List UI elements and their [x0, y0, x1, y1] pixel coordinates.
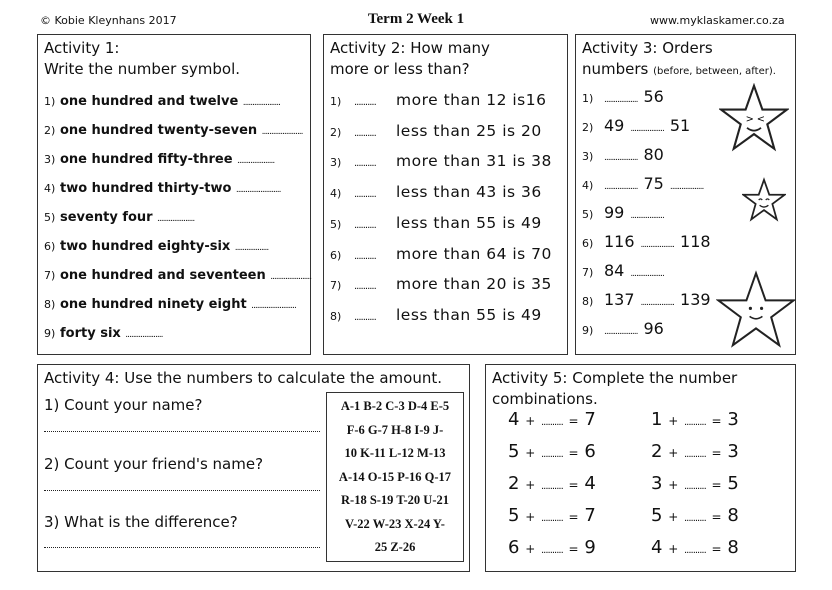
- number-value: 96: [643, 319, 664, 338]
- list-item: [44, 93, 280, 109]
- answer-blank[interactable]: ....................: [242, 98, 280, 108]
- item-words: two hundred eighty-six: [60, 239, 231, 254]
- letter-value-table: [326, 392, 464, 562]
- item-text: less than 25 is 20: [396, 121, 542, 140]
- activity2-title: Activity 2: How many: [330, 39, 490, 57]
- item-number: 4): [582, 179, 594, 192]
- item-number: 2): [44, 124, 56, 137]
- item-number: 7): [44, 269, 56, 282]
- sum: 6: [584, 441, 596, 462]
- item-words: one hundred ninety eight: [60, 297, 247, 312]
- answer-blank[interactable]: ..........: [540, 417, 563, 428]
- list-item: [330, 91, 546, 109]
- list-item: [330, 245, 552, 263]
- addend: 3: [651, 473, 663, 494]
- item-text: less than 55 is 49: [396, 213, 542, 232]
- sum: 8: [727, 505, 739, 526]
- list-item: [582, 232, 717, 251]
- combination-row: [508, 537, 596, 558]
- activity5-instruction: combinations.: [492, 390, 598, 408]
- list-item: [330, 275, 552, 293]
- addend: 5: [508, 441, 520, 462]
- answer-blank[interactable]: ......................: [270, 272, 312, 282]
- list-item: [582, 87, 676, 106]
- activity3-box: [575, 34, 796, 355]
- combination-row: [651, 537, 739, 558]
- plus-sign: +: [668, 510, 679, 524]
- addend: 4: [651, 537, 663, 558]
- list-item: [582, 261, 676, 280]
- sum: 4: [584, 473, 596, 494]
- answer-blank[interactable]: ..........: [540, 513, 563, 524]
- answer-blank[interactable]: ..................: [604, 327, 638, 337]
- list-item: [44, 238, 268, 254]
- combination-row: [508, 441, 596, 462]
- letter-row: A-1 B-2 C-3 D-4 E-5: [340, 399, 450, 413]
- list-item: [582, 203, 676, 222]
- sum: 7: [584, 409, 596, 430]
- activity5-title: Activity 5: Complete the number: [492, 369, 738, 387]
- item-text: more than 64 is 70: [396, 244, 552, 263]
- item-number: 1): [582, 92, 594, 105]
- activity1-box: [37, 34, 311, 355]
- item-text: less than 55 is 49: [396, 305, 542, 324]
- sum: 3: [727, 441, 739, 462]
- equals-sign: =: [568, 414, 579, 428]
- list-item: [44, 180, 281, 196]
- list-item: [44, 151, 274, 167]
- plus-sign: +: [525, 414, 536, 428]
- letter-row: A-14 O-15 P-16 Q-17: [338, 469, 452, 484]
- activity3-instruction-note: (before, between, after).: [653, 66, 776, 77]
- item-number: 8): [44, 298, 56, 311]
- answer-blank[interactable]: ..........: [683, 481, 706, 492]
- list-item: [330, 214, 542, 232]
- answer-blank[interactable]: ..........: [354, 311, 376, 323]
- activity4-question3: 3) What is the difference?: [44, 513, 238, 531]
- item-number: 6): [330, 248, 342, 262]
- equals-sign: =: [568, 478, 579, 492]
- activity4-title: Activity 4: Use the numbers to calculate the amount.: [44, 369, 442, 387]
- plus-sign: +: [668, 414, 679, 428]
- activity3-title: Activity 3: Orders: [582, 39, 713, 57]
- item-number: 1): [330, 95, 342, 108]
- activity3-instruction: [582, 59, 776, 82]
- addend: 2: [508, 473, 520, 494]
- list-item: [44, 122, 303, 138]
- activity4-answer1-line[interactable]: [44, 431, 320, 432]
- number-value: 80: [643, 145, 664, 164]
- list-item: [330, 183, 542, 201]
- combination-row: [651, 473, 739, 494]
- activity4-question2: 2) Count your friend's name?: [44, 455, 264, 473]
- list-item: [44, 296, 296, 312]
- equals-sign: =: [711, 446, 722, 460]
- number-value: 137: [604, 290, 635, 309]
- number-value: 75: [643, 174, 664, 193]
- item-text: more than 31 is 38: [396, 152, 552, 171]
- number-value: 139: [680, 290, 711, 309]
- answer-blank[interactable]: ..................: [604, 182, 638, 192]
- addend: 4: [508, 409, 520, 430]
- letter-row: F-6 G-7 H-8 I-9 J-: [346, 422, 444, 437]
- item-number: 9): [582, 324, 594, 337]
- item-words: one hundred and twelve: [60, 94, 239, 109]
- answer-blank[interactable]: ..................: [640, 298, 675, 308]
- activity4-question1: 1) Count your name?: [44, 396, 203, 414]
- activity2-box: [323, 34, 568, 355]
- letter-row: 25 Z-26: [374, 540, 416, 554]
- item-number: 3): [44, 153, 56, 166]
- item-text: more than 12 is16: [396, 91, 547, 109]
- answer-blank[interactable]: ..................: [640, 240, 675, 250]
- answer-blank[interactable]: ..........: [683, 449, 706, 460]
- letter-row: 10 K-11 L-12 M-13: [344, 446, 446, 460]
- list-item: [582, 174, 709, 193]
- answer-blank[interactable]: ..........: [540, 449, 563, 460]
- answer-blank[interactable]: ..........: [354, 281, 376, 293]
- item-words: forty six: [60, 326, 121, 341]
- addend: 6: [508, 537, 520, 558]
- star-face-icon: [716, 267, 796, 353]
- item-number: 5): [582, 208, 594, 221]
- combination-row: [651, 409, 739, 430]
- addend: 5: [508, 505, 520, 526]
- letter-row: R-18 S-19 T-20 U-21: [341, 493, 449, 507]
- equals-sign: =: [568, 510, 579, 524]
- item-number: 1): [44, 95, 56, 108]
- number-value: 56: [643, 87, 664, 106]
- number-value: 51: [669, 116, 691, 135]
- answer-blank[interactable]: ..........: [354, 158, 376, 170]
- sum: 8: [727, 537, 739, 558]
- item-words: seventy four: [60, 210, 153, 225]
- answer-blank[interactable]: ..........: [683, 545, 706, 556]
- answer-blank[interactable]: ....................: [125, 330, 163, 340]
- answer-blank[interactable]: ..................: [630, 211, 664, 221]
- activity1-instruction: Write the number symbol.: [44, 60, 241, 78]
- equals-sign: =: [711, 414, 722, 428]
- list-item: [330, 306, 542, 324]
- answer-blank[interactable]: ..................: [630, 124, 664, 134]
- answer-blank[interactable]: ..................: [234, 243, 269, 253]
- item-number: 4): [44, 182, 56, 195]
- number-value: 116: [604, 232, 635, 251]
- activity4-answer2-line[interactable]: [44, 490, 320, 491]
- item-number: 7): [330, 279, 342, 293]
- star-face-icon: [742, 177, 786, 223]
- item-number: 8): [330, 309, 342, 323]
- item-number: 6): [44, 240, 56, 253]
- addend: 2: [651, 441, 663, 462]
- svg-text:>: >: [745, 114, 754, 126]
- answer-blank[interactable]: ..........: [540, 481, 563, 492]
- item-number: 3): [330, 156, 342, 170]
- plus-sign: +: [525, 510, 536, 524]
- item-words: one hundred and seventeen: [60, 268, 266, 283]
- letter-row: V-22 W-23 X-24 Y-: [345, 516, 445, 531]
- item-number: 2): [330, 125, 342, 139]
- item-number: 5): [330, 217, 342, 231]
- page-title: Term 2 Week 1: [367, 11, 465, 27]
- combination-row: [508, 409, 596, 430]
- combination-row: [508, 505, 596, 526]
- answer-blank[interactable]: ..........: [354, 219, 376, 231]
- item-words: one hundred fifty-three: [60, 152, 233, 167]
- list-item: [330, 152, 552, 170]
- item-words: two hundred thirty-two: [60, 181, 232, 196]
- plus-sign: +: [668, 478, 679, 492]
- answer-blank[interactable]: ..................: [604, 153, 638, 163]
- sum: 5: [727, 473, 739, 494]
- answer-blank[interactable]: ..........: [354, 127, 376, 139]
- answer-blank[interactable]: ..................: [630, 269, 664, 279]
- answer-blank[interactable]: ..........: [354, 97, 376, 108]
- activity4-answer3-line[interactable]: [44, 547, 320, 548]
- answer-blank[interactable]: ..........: [683, 513, 706, 524]
- item-number: 4): [330, 187, 342, 201]
- answer-blank[interactable]: ..........: [683, 417, 706, 428]
- item-number: 9): [44, 327, 56, 340]
- number-value: 118: [680, 232, 711, 251]
- sum: 9: [584, 537, 596, 558]
- sum: 7: [584, 505, 596, 526]
- equals-sign: =: [568, 542, 579, 556]
- website-text: www.myklaskamer.co.za: [650, 14, 785, 27]
- svg-text:<: <: [756, 114, 766, 126]
- plus-sign: +: [525, 542, 536, 556]
- plus-sign: +: [668, 446, 679, 460]
- plus-sign: +: [668, 542, 679, 556]
- plus-sign: +: [525, 478, 536, 492]
- number-value: 99: [604, 203, 625, 222]
- list-item: [330, 122, 542, 140]
- addend: 5: [651, 505, 663, 526]
- list-item: [582, 145, 676, 164]
- answer-blank[interactable]: ..........: [354, 189, 376, 201]
- list-item: [44, 267, 311, 283]
- activity4-box: [37, 364, 470, 572]
- addend: 1: [651, 409, 663, 430]
- answer-blank[interactable]: ........................: [251, 301, 296, 311]
- item-number: 6): [582, 237, 594, 250]
- combination-row: [651, 441, 739, 462]
- item-number: 3): [582, 150, 594, 163]
- item-text: more than 20 is 35: [396, 275, 552, 294]
- answer-blank[interactable]: ....................: [157, 214, 195, 224]
- equals-sign: =: [711, 478, 722, 492]
- activity3-instruction-main: numbers: [582, 60, 649, 78]
- list-item: [44, 325, 162, 341]
- answer-blank[interactable]: ........................: [235, 185, 281, 195]
- sum: 3: [727, 409, 739, 430]
- activity1-title: Activity 1:: [44, 39, 120, 57]
- answer-blank[interactable]: ..........: [354, 250, 376, 262]
- equals-sign: =: [568, 446, 579, 460]
- number-value: 49: [604, 116, 625, 135]
- answer-blank[interactable]: ......................: [261, 127, 303, 137]
- activity5-box: [485, 364, 796, 572]
- answer-blank[interactable]: ..................: [604, 95, 638, 105]
- plus-sign: +: [525, 446, 536, 460]
- activity2-instruction: more or less than?: [330, 60, 470, 78]
- item-number: 5): [44, 211, 56, 224]
- list-item: [582, 319, 676, 338]
- equals-sign: =: [711, 542, 722, 556]
- answer-blank[interactable]: ..................: [669, 182, 704, 192]
- answer-blank[interactable]: ....................: [237, 156, 275, 166]
- list-item: [44, 209, 194, 225]
- item-number: 2): [582, 121, 594, 134]
- copyright-text: © Kobie Kleynhans 2017: [40, 14, 177, 27]
- list-item: [582, 290, 717, 309]
- equals-sign: =: [711, 510, 722, 524]
- star-face-icon: [719, 83, 789, 153]
- list-item: [582, 116, 696, 135]
- combination-row: [508, 473, 596, 494]
- combination-row: [651, 505, 739, 526]
- number-value: 84: [604, 261, 625, 280]
- item-number: 7): [582, 266, 594, 279]
- item-words: one hundred twenty-seven: [60, 123, 258, 138]
- item-text: less than 43 is 36: [396, 183, 542, 202]
- item-number: 8): [582, 295, 594, 308]
- answer-blank[interactable]: ..........: [540, 545, 563, 556]
